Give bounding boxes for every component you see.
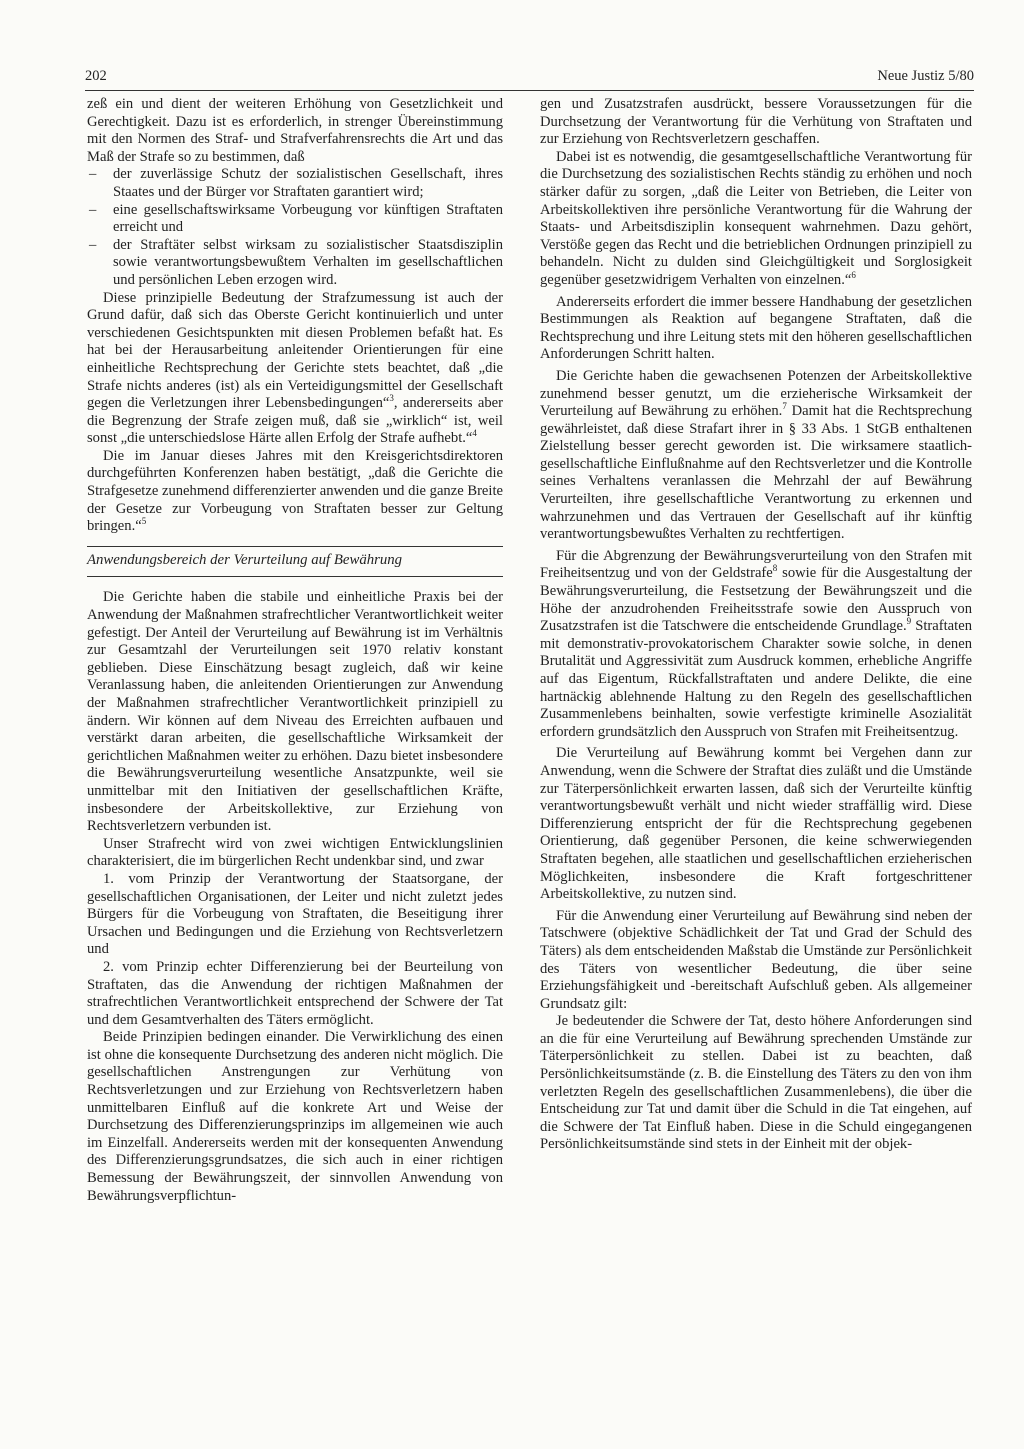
- footnote-ref: 7: [782, 401, 787, 412]
- text-run: Damit hat die Rechtsprechung gewährleistet, daß diese Strafart ihrer in § 33 Abs. 1 StGB enthaltenen Zielstellung besser gerecht geworden ist. Die wirksamere staatlich-gesellschaftliche Einflußnahme auf den Rechtsverletzer und die Kontrolle seines Verhaltens veranlassen die Mehrzahl der auf Bewährung Verurteilten, ihre gesellschaftliche Verantwortung zu erkennen und wahrzunehmen und das Vertrauen der Gesellschaft auf ihr künftig verantwortungsbewußtes Verhalten zu rechtfertigen.: [540, 403, 972, 543]
- paragraph: 1. vom Prinzip der Verantwortung der Staatsorgane, der gesellschaftlichen Organisationen, der Leiter und nicht zuletzt jedes Bürgers für die Vorbeugung von Straftaten, die Beseitigung ihrer Ursachen und Bedingungen und die Erziehung von Rechtsverletzern und: [87, 870, 503, 958]
- text-run: Diese prinzipielle Bedeutung der Strafzumessung ist auch der Grund dafür, daß sich das Oberste Gericht kontinuierlich und unter verschiedenen Gesichtspunkten mit diesen Problemen befaßt hat. Es hat bei der Herausarbeitung anleitender Orientierungen für eine einheitliche Rechtsprechung der Gerichte stets beachtet, daß „die Strafe nichts anderes (ist) als ein Verteidigungsmittel der Gesellschaft gegen die Verletzungen ihrer Lebensbedingungen“: [87, 289, 503, 412]
- list-item: – der zuverlässige Schutz der sozialistischen Gesellschaft, ihres Staates und der Bürger vor Straftaten garantiert wird;: [87, 166, 503, 201]
- list-item: – eine gesellschaftswirksame Vorbeugung vor künftigen Straftaten erreicht und: [87, 202, 503, 237]
- page-number: 202: [85, 68, 107, 84]
- dash-list: [87, 166, 503, 289]
- paragraph: Andererseits erfordert die immer bessere Handhabung der gesetzlichen Bestimmungen als Reaktion auf begangene Straftaten, daß die Rechtsprechung und ihre Leitung stets mit den höheren gesellschaftlichen Anforderungen Schritt halten.: [540, 293, 972, 363]
- footnote-ref: 3: [389, 393, 394, 404]
- footnote-ref: 6: [851, 270, 856, 281]
- text-run: Dabei ist es notwendig, die gesamtgesellschaftliche Verantwortung für die Durchsetzung des sozialistischen Rechts ständig zu erhöhen und noch stärker dafür zu sorgen, „daß die Leiter von Betrieben, die Leiter von Arbeitskollektiven ihre persönliche Verantwortung für die Wahrung der Staats- und Arbeitsdisziplin konsequent wahrnehmen. Dazu gehört, Verstöße gegen das Recht und die betrieblichen Ordnungen prinzipiell zu behandeln. Nicht zu dulden sind Gleichgültigkeit und Sorglosigkeit gegenüber gesetzwidrigem Verhalten von einzelnen.“: [540, 148, 972, 288]
- footnote-ref: 4: [472, 428, 477, 439]
- paragraph: [540, 368, 972, 544]
- paragraph: gen und Zusatzstrafen ausdrückt, bessere Voraussetzungen für die Durchsetzung der Verantwortung für die Verhütung von Straftaten und zur Erziehung von Rechtsverletzern geschaffen.: [540, 96, 972, 148]
- paragraph: Die Verurteilung auf Bewährung kommt bei Vergehen dann zur Anwendung, wenn die Schwere der Straftat dies zuläßt und die Umstände zur Täterpersönlichkeit erwarten lassen, daß sich der Verurteilte künftig verantwortungsbewußt verhält und nicht wieder straffällig wird. Diese Differenzierung entspricht der für die Rechtsprechung gegebenen Orientierung, daß gegenüber Personen, die keine schwerwiegenden Straftaten begehen, alle staatlichen und gesellschaftlichen erzieherischen Möglichkeiten, insbesondere die Kraft fortgeschrittener Arbeitskollektive, zu nutzen sind.: [540, 745, 972, 903]
- footnote-ref: 5: [141, 516, 147, 527]
- paragraph: Je bedeutender die Schwere der Tat, desto höhere Anforderungen sind an die für eine Verurteilung auf Bewährung sprechenden Umstände zur Täterpersönlichkeit zu stellen. Dabei ist zu beachten, daß Persönlichkeitsumstände (z. B. die Einstellung des Täters zu den von ihm verletzten Regeln des gesellschaftlichen Zusammenlebens), die über die Entscheidung zur Tat und damit über die Schuld in die Tat eingehen, auf die Schwere der Tat Einfluß haben. Diese in die Schuld eingegangenen Persönlichkeitsumstände sind stets in der Einheit mit der objek-: [540, 1013, 972, 1153]
- footnote-ref: 8: [772, 563, 778, 574]
- paragraph: [540, 548, 972, 742]
- text-run: Die im Januar dieses Jahres mit den Kreisgerichtsdirektoren durchgeführten Konferenzen haben bestätigt, „daß die Gerichte die Strafgesetze zunehmend differenzierter anwenden und die ganze Breite der Gesetze zur Vorbeugung von Straftaten besser zur Geltung bringen.“: [87, 447, 503, 535]
- right-column: [540, 96, 972, 1154]
- text-run: Für die Abgrenzung der Bewährungsverurteilung von den Strafen mit Freiheitsentzug und von der Geldstrafe: [540, 547, 972, 582]
- text-run: sowie für die Ausgestaltung der Bewährungsverurteilung, die Festsetzung der Bewährungszeit und die Höhe der anzudrohenden Freiheitsstrafe sowie den Ausspruch von Zusatzstrafen ist die Tatschwere die entscheidende Grundlage.: [540, 565, 972, 635]
- text-run: Straftaten mit demonstrativ-provokatorischem Charakter sowie solche, in denen Brutalität und Aggressivität zum Ausdruck kommen, erhebliche Angriffe auf das Eigentum, Rückfallstraftaten und andere Delikte, die eine hartnäckig ablehnende Haltung zu den Regeln des gesellschaftlichen Zusammenlebens beinhalten, sowie verfestigte kriminelle Asozialität erfordern grundsätzlich den Ausspruch von Strafen mit Freiheitsentzug.: [540, 618, 972, 740]
- text-run: , andererseits aber die Begrenzung der Strafe zeigen muß, daß sie „wirklich“ ist, weil sonst „die unterschiedslose Härte allen Erfolg der Strafe aufhebt.“: [87, 395, 504, 447]
- journal-title: Neue Justiz 5/80: [877, 68, 974, 84]
- paragraph: Für die Anwendung einer Verurteilung auf Bewährung sind neben der Tatschwere (objektive Schädlichkeit der Tat und Grad der Schuld des Täters) als dem entscheidenden Maßstab die Umstände zur Persönlichkeit des Täters von wesentlicher Bedeutung, die über seine Erziehungsfähigkeit und -bereitschaft Aufschluß geben. Als allgemeiner Grundsatz gilt:: [540, 907, 972, 1012]
- footnote-ref: 9: [906, 616, 912, 627]
- paragraph: Beide Prinzipien bedingen einander. Die Verwirklichung des einen ist ohne die konsequente Durchsetzung des anderen nicht möglich. Die gesellschaftlichen Anstrengungen zur Verhütung von Rechtsverletzungen und zur Erziehung von Rechtsverletzern haben unmittelbaren Einfluß auf die konkrete Art und Weise der Durchsetzung des Differenzierungsprinzips im allgemeinen wie auch im Einzelfall. Andererseits werden mit der konsequenten Anwendung des Differenzierungsgrundsatzes, die sich auch in einer richtigen Bemessung der Bewährungszeit, der sinnvollen Anwendung von Bewährungsverpflichtun-: [87, 1029, 503, 1204]
- paragraph: [87, 448, 503, 536]
- text-run: Die Gerichte haben die gewachsenen Potenzen der Arbeitskollektive zunehmend besser genutzt, um die erzieherische Wirksamkeit der Verurteilung auf Bewährung zu erhöhen.: [540, 367, 972, 420]
- paragraph: 2. vom Prinzip echter Differenzierung bei der Beurteilung von Straftaten, das die Anwendung der richtigen Maßnahmen der strafrechtlichen Verantwortlichkeit entsprechend der Schwere der Tat und dem Gesamtverhalten des Täters ermöglicht.: [87, 958, 503, 1028]
- list-item: – der Straftäter selbst wirksam zu sozialistischer Staatsdisziplin sowie verantwortungsbewußtem Verhalten im gesellschaftlichen und persönlichen Leben erzogen wird.: [87, 237, 503, 290]
- page-header: [85, 66, 974, 91]
- paragraph: zeß ein und dient der weiteren Erhöhung von Gesetzlichkeit und Gerechtigkeit. Dazu ist es erforderlich, in strenger Übereinstimmung mit den Normen des Straf- und Strafverfahrensrechts die Art und das Maß der Strafe so zu bestimmen, daß: [87, 96, 503, 165]
- paragraph: Die Gerichte haben die stabile und einheitliche Praxis bei der Anwendung der Maßnahmen strafrechtlicher Verantwortlichkeit weiter gefestigt. Der Anteil der Verurteilung auf Bewährung ist im Verhältnis zur Gesamtzahl der Verurteilungen seit 1970 relativ konstant geblieben. Diese Einschätzung besagt zugleich, daß wir keine Veranlassung haben, die anleitenden Orientierungen zur Anwendung der Maßnahmen strafrechtlicher Verantwortlichkeit prinzipiell zu ändern. Wir können auf dem Niveau des Erreichten aufbauen und verstärkt daran arbeiten, die gesellschaftliche Wirksamkeit der gerichtlichen Maßnahmen weiter zu erhöhen. Dazu bietet insbesondere die Bewährungsverurteilung wesentliche Ansatzpunkte, weil sie unmittelbar mit den Initiativen der gesellschaftlichen Kräfte, insbesondere der Arbeitskollektive, zur Erziehung von Rechtsverletzern verbunden ist.: [87, 589, 503, 835]
- section-heading: Anwendungsbereich der Verurteilung auf Bewährung: [87, 546, 503, 578]
- paragraph: [540, 149, 972, 290]
- left-column: [87, 96, 503, 1205]
- paragraph: Unser Strafrecht wird von zwei wichtigen Entwicklungslinien charakterisiert, die im bürgerlichen Recht undenkbar sind, und zwar: [87, 835, 503, 870]
- paragraph: [87, 290, 503, 448]
